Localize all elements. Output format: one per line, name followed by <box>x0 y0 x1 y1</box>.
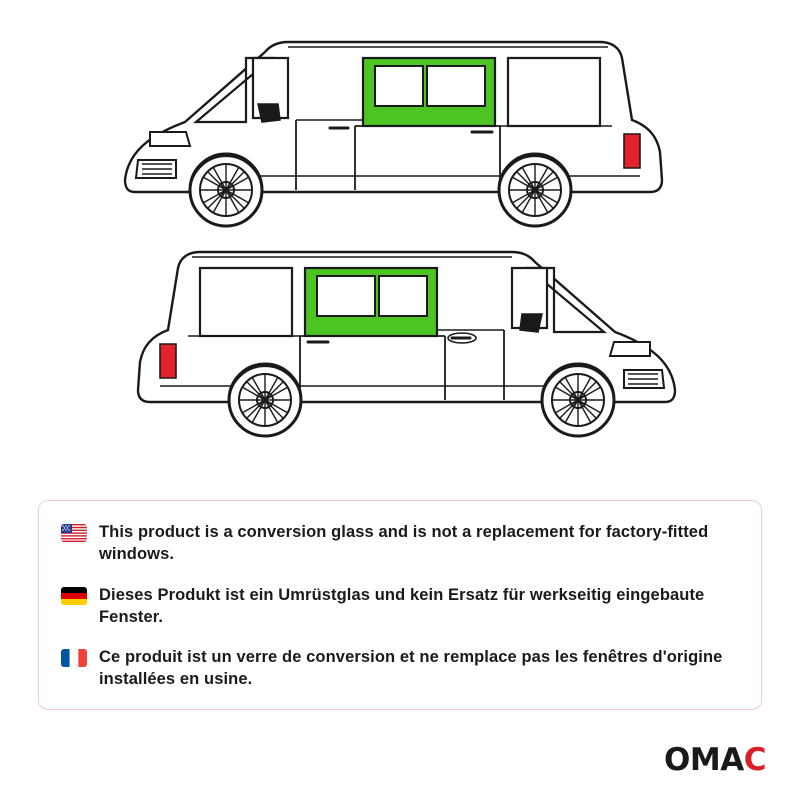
notice-text-english: This product is a conversion glass and is not a replacement for factory-fitted windows. <box>99 523 709 564</box>
rear-quarter-window <box>200 268 292 336</box>
disclaimer-panel <box>38 500 762 710</box>
brand-name-main: OMA <box>664 742 744 778</box>
sliding-pane-rear <box>379 276 427 316</box>
rear-quarter-window <box>508 58 600 126</box>
tail-light <box>160 344 176 378</box>
sliding-pane-front <box>317 276 375 316</box>
sliding-pane-front <box>375 66 423 106</box>
notice-text-german: Dieses Produkt ist ein Umrüstglas und kein Ersatz für werkseitig eingebaute Fenster. <box>99 585 705 626</box>
notice-row-english <box>39 521 761 566</box>
brand-logo <box>664 742 766 778</box>
notice-row-german <box>39 584 761 629</box>
notice-row-french <box>39 646 761 691</box>
van-left-facing <box>125 42 662 226</box>
notice-text-french: Ce produit ist un verre de conversion et ne remplace pas les fenêtres d'origine installées en usine. <box>99 648 723 689</box>
headlight <box>610 342 650 356</box>
flag-germany-icon <box>61 587 87 605</box>
flag-usa-icon <box>61 524 87 542</box>
side-mirror <box>520 314 542 332</box>
brand-name-accent: C <box>743 742 766 778</box>
van-right-facing <box>138 252 675 436</box>
headlight <box>150 132 190 146</box>
flag-france-icon <box>61 649 87 667</box>
sliding-pane-rear <box>427 66 485 106</box>
side-mirror <box>258 104 280 122</box>
tail-light <box>624 134 640 168</box>
